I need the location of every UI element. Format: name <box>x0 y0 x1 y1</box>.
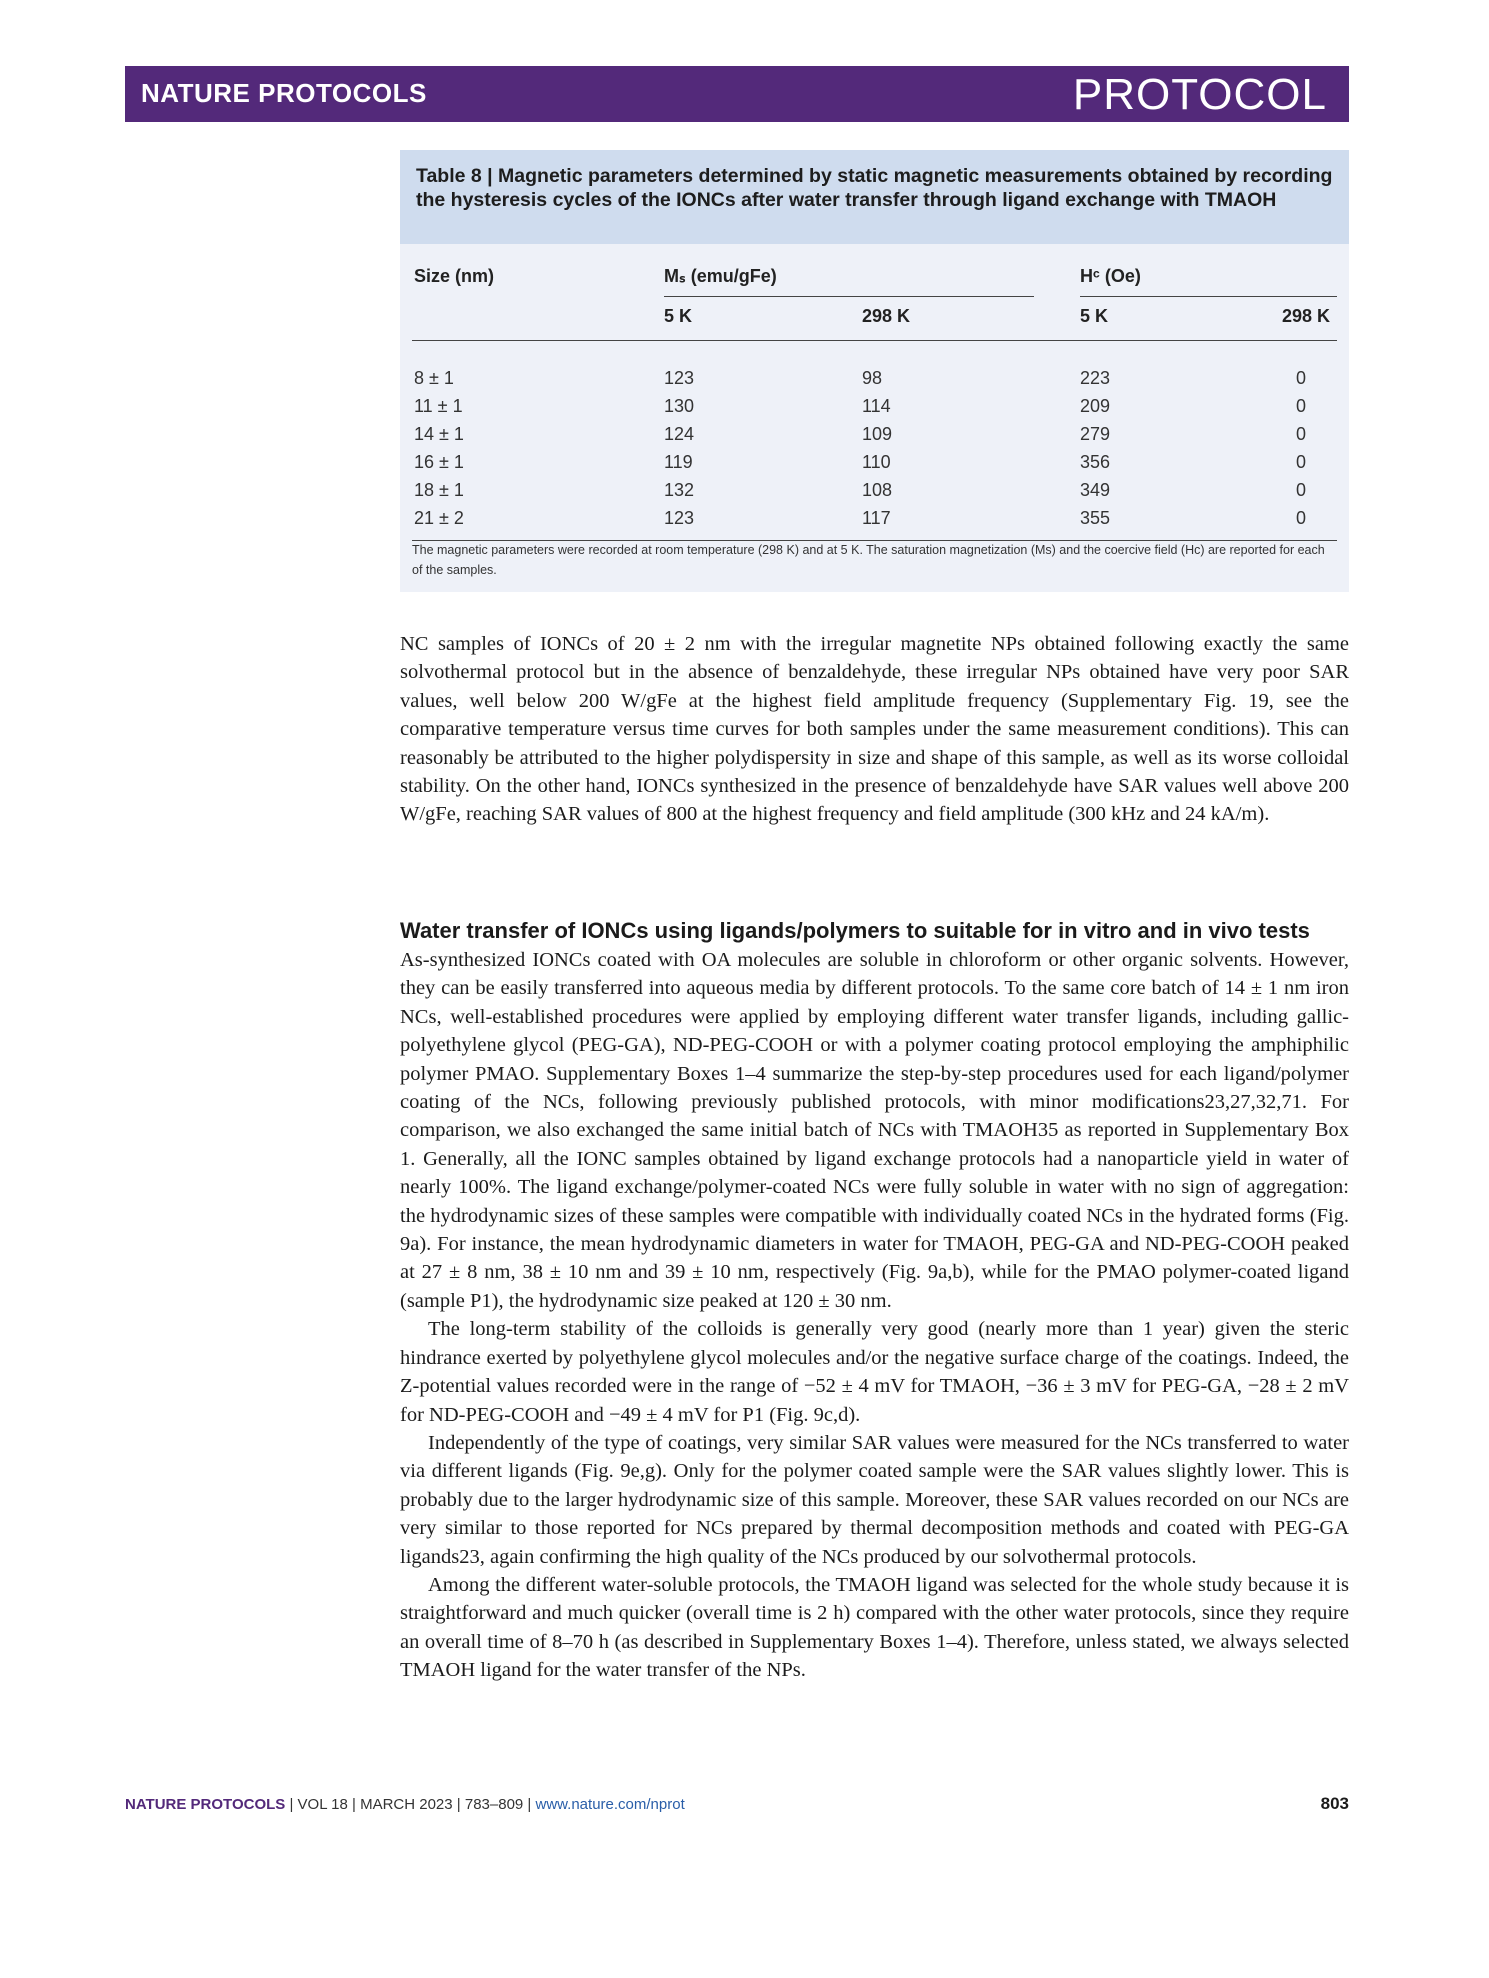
cell-hc-5k: 355 <box>1080 508 1111 528</box>
col-group-ms: Mₛ (emu/gFe) <box>664 266 777 286</box>
sub-header-ms-5k: 5 K <box>664 306 693 326</box>
cell-hc-5k: 279 <box>1080 424 1111 444</box>
cell-size: 8 ± 1 <box>414 368 454 388</box>
cell-hc-5k: 209 <box>1080 396 1111 416</box>
header-rule <box>412 340 1337 341</box>
cell-hc-298k: 0 <box>1296 368 1307 388</box>
group-rule-hc <box>1080 296 1337 297</box>
table-footnote: The magnetic parameters were recorded at room temperature (298 K) and at 5 K. The saturation magnetization (Ms) and the coercive field (Hc) are reported for each of the samples. <box>412 543 1325 577</box>
journal-header <box>125 66 1349 122</box>
page-number: 803 <box>1320 1794 1349 1813</box>
group-rule-ms <box>664 296 1034 297</box>
cell-hc-5k: 349 <box>1080 480 1111 500</box>
body-paragraph-4: Independently of the type of coatings, very similar SAR values were measured for the NCs transferred to water via different ligands (Fig. 9e,g). Only for the polymer coated sample were the SAR values slightly lower. This is probably due to the larger hydrodynamic size of this sample. Moreover, these SAR values recorded on our NCs are very similar to those reported for NCs prepared by thermal decomposition methods and coated with PEG-GA ligands23, again confirming the high quality of the NCs produced by our solvothermal protocols. <box>400 1431 1349 1568</box>
footer-volume: VOL 18 <box>297 1796 348 1813</box>
table-8 <box>400 150 1349 592</box>
footer-url[interactable]: www.nature.com/nprot <box>535 1796 685 1813</box>
cell-ms-5k: 132 <box>664 480 695 500</box>
cell-hc-5k: 223 <box>1080 368 1111 388</box>
cell-hc-298k: 0 <box>1296 396 1307 416</box>
article-type: PROTOCOL <box>1072 70 1327 119</box>
footer-journal: NATURE PROTOCOLS <box>125 1796 286 1813</box>
cell-hc-298k: 0 <box>1296 480 1307 500</box>
cell-hc-298k: 0 <box>1296 424 1307 444</box>
cell-size: 16 ± 1 <box>414 452 464 472</box>
cell-ms-5k: 123 <box>664 508 695 528</box>
sub-header-hc-5k: 5 K <box>1080 306 1109 326</box>
body-paragraph-2: As-synthesized IONCs coated with OA molecules are soluble in chloroform or other organic solvents. However, they can be easily transferred into aqueous media by different protocols. To the same core batch of 14 ± 1 nm iron NCs, well-established procedures were applied by employing different water transfer ligands, including gallic-polyethylene glycol (PEG-GA), ND-PEG-COOH or with a polymer coating protocol employing the amphiphilic polymer PMAO. Supplementary Boxes 1–4 summarize the step-by-step procedures used for each ligand/polymer coating of the NCs, following previously published protocols, with minor modifications23,27,32,71. For comparison, we also exchanged the same initial batch of NCs with TMAOH35 as reported in Supplementary Box 1. Generally, all the IONC samples obtained by ligand exchange protocols had a nanoparticle yield in water of nearly 100%. The ligand exchange/polymer-coated NCs were fully soluble in water with no sign of aggregation: the hydrodynamic sizes of these samples were compatible with individually coated NCs in the hydrated forms (Fig. 9a). For instance, the mean hydrodynamic diameters in water for TMAOH, PEG-GA and ND-PEG-COOH peaked at 27 ± 8 nm, 38 ± 10 nm and 39 ± 10 nm, respectively (Fig. 9a,b), while for the PMAO polymer-coated ligand (sample P1), the hydrodynamic size peaked at 120 ± 30 nm. <box>400 949 1349 1312</box>
sub-header-ms-298k: 298 K <box>862 306 911 326</box>
body-paragraph-1: NC samples of IONCs of 20 ± 2 nm with the irregular magnetite NPs obtained following exactly the same solvothermal protocol but in the absence of benzaldehyde, these irregular NPs obtained have very poor SAR values, well below 200 W/gFe at the highest field amplitude frequency (Supplementary Fig. 19, see the comparative temperature versus time curves for both samples under the same measurement conditions). This can reasonably be attributed to the higher polydispersity in size and shape of this sample, as well as its worse colloidal stability. On the other hand, IONCs synthesized in the presence of benzaldehyde have SAR values well above 200 W/gFe, reaching SAR values of 800 at the highest frequency and field amplitude (300 kHz and 24 kA/m). <box>400 633 1349 826</box>
cell-ms-298k: 117 <box>862 508 891 528</box>
cell-size: 21 ± 2 <box>414 508 464 528</box>
cell-ms-298k: 110 <box>862 452 891 472</box>
footer-pages: 783–809 <box>464 1796 524 1813</box>
footer: NATURE PROTOCOLS | VOL 18 | MARCH 2023 | 783–809 | www.nature.com/nprot <box>125 1796 685 1813</box>
cell-size: 18 ± 1 <box>414 480 464 500</box>
col-group-hc: Hᶜ (Oe) <box>1080 266 1141 286</box>
table-caption: Table 8 | Magnetic parameters determined by static magnetic measurements obtained by recording the hysteresis cycles of the IONCs after water transfer through ligand exchange with TMAOH <box>400 150 1349 244</box>
cell-hc-298k: 0 <box>1296 452 1307 472</box>
cell-hc-298k: 0 <box>1296 508 1307 528</box>
cell-ms-298k: 98 <box>862 368 883 388</box>
section-heading: Water transfer of IONCs using ligands/polymers to suitable for in vitro and in vivo tests <box>400 918 1310 943</box>
cell-size: 11 ± 1 <box>414 396 463 416</box>
journal-name: NATURE PROTOCOLS <box>141 78 427 108</box>
cell-hc-5k: 356 <box>1080 452 1111 472</box>
col-header-size: Size (nm) <box>414 266 495 286</box>
sub-header-hc-298k: 298 K <box>1282 306 1331 326</box>
cell-ms-298k: 109 <box>862 424 893 444</box>
cell-size: 14 ± 1 <box>414 424 464 444</box>
cell-ms-5k: 130 <box>664 396 695 416</box>
body-section-text <box>400 946 1349 1685</box>
cell-ms-5k: 124 <box>664 424 695 444</box>
cell-ms-298k: 114 <box>862 396 891 416</box>
body-paragraph-5: Among the different water-soluble protocols, the TMAOH ligand was selected for the whole study because it is straightforward and much quicker (overall time is 2 h) compared with the other water protocols, since they require an overall time of 8–70 h (as described in Supplementary Boxes 1–4). Therefore, unless stated, we always selected TMAOH ligand for the water transfer of the NPs. <box>400 1573 1349 1682</box>
body-paragraph-3: The long-term stability of the colloids is generally very good (nearly more than 1 year) given the steric hindrance exerted by polyethylene glycol molecules and/or the negative surface charge of the coatings. Indeed, the Z-potential values recorded were in the range of −52 ± 4 mV for TMAOH, −36 ± 3 mV for PEG-GA, −28 ± 2 mV for ND-PEG-COOH and −49 ± 4 mV for P1 (Fig. 9c,d). <box>400 1318 1349 1426</box>
cell-ms-5k: 123 <box>664 368 695 388</box>
cell-ms-298k: 108 <box>862 480 893 500</box>
cell-ms-5k: 119 <box>664 452 693 472</box>
footer-issue: MARCH 2023 <box>360 1796 453 1813</box>
